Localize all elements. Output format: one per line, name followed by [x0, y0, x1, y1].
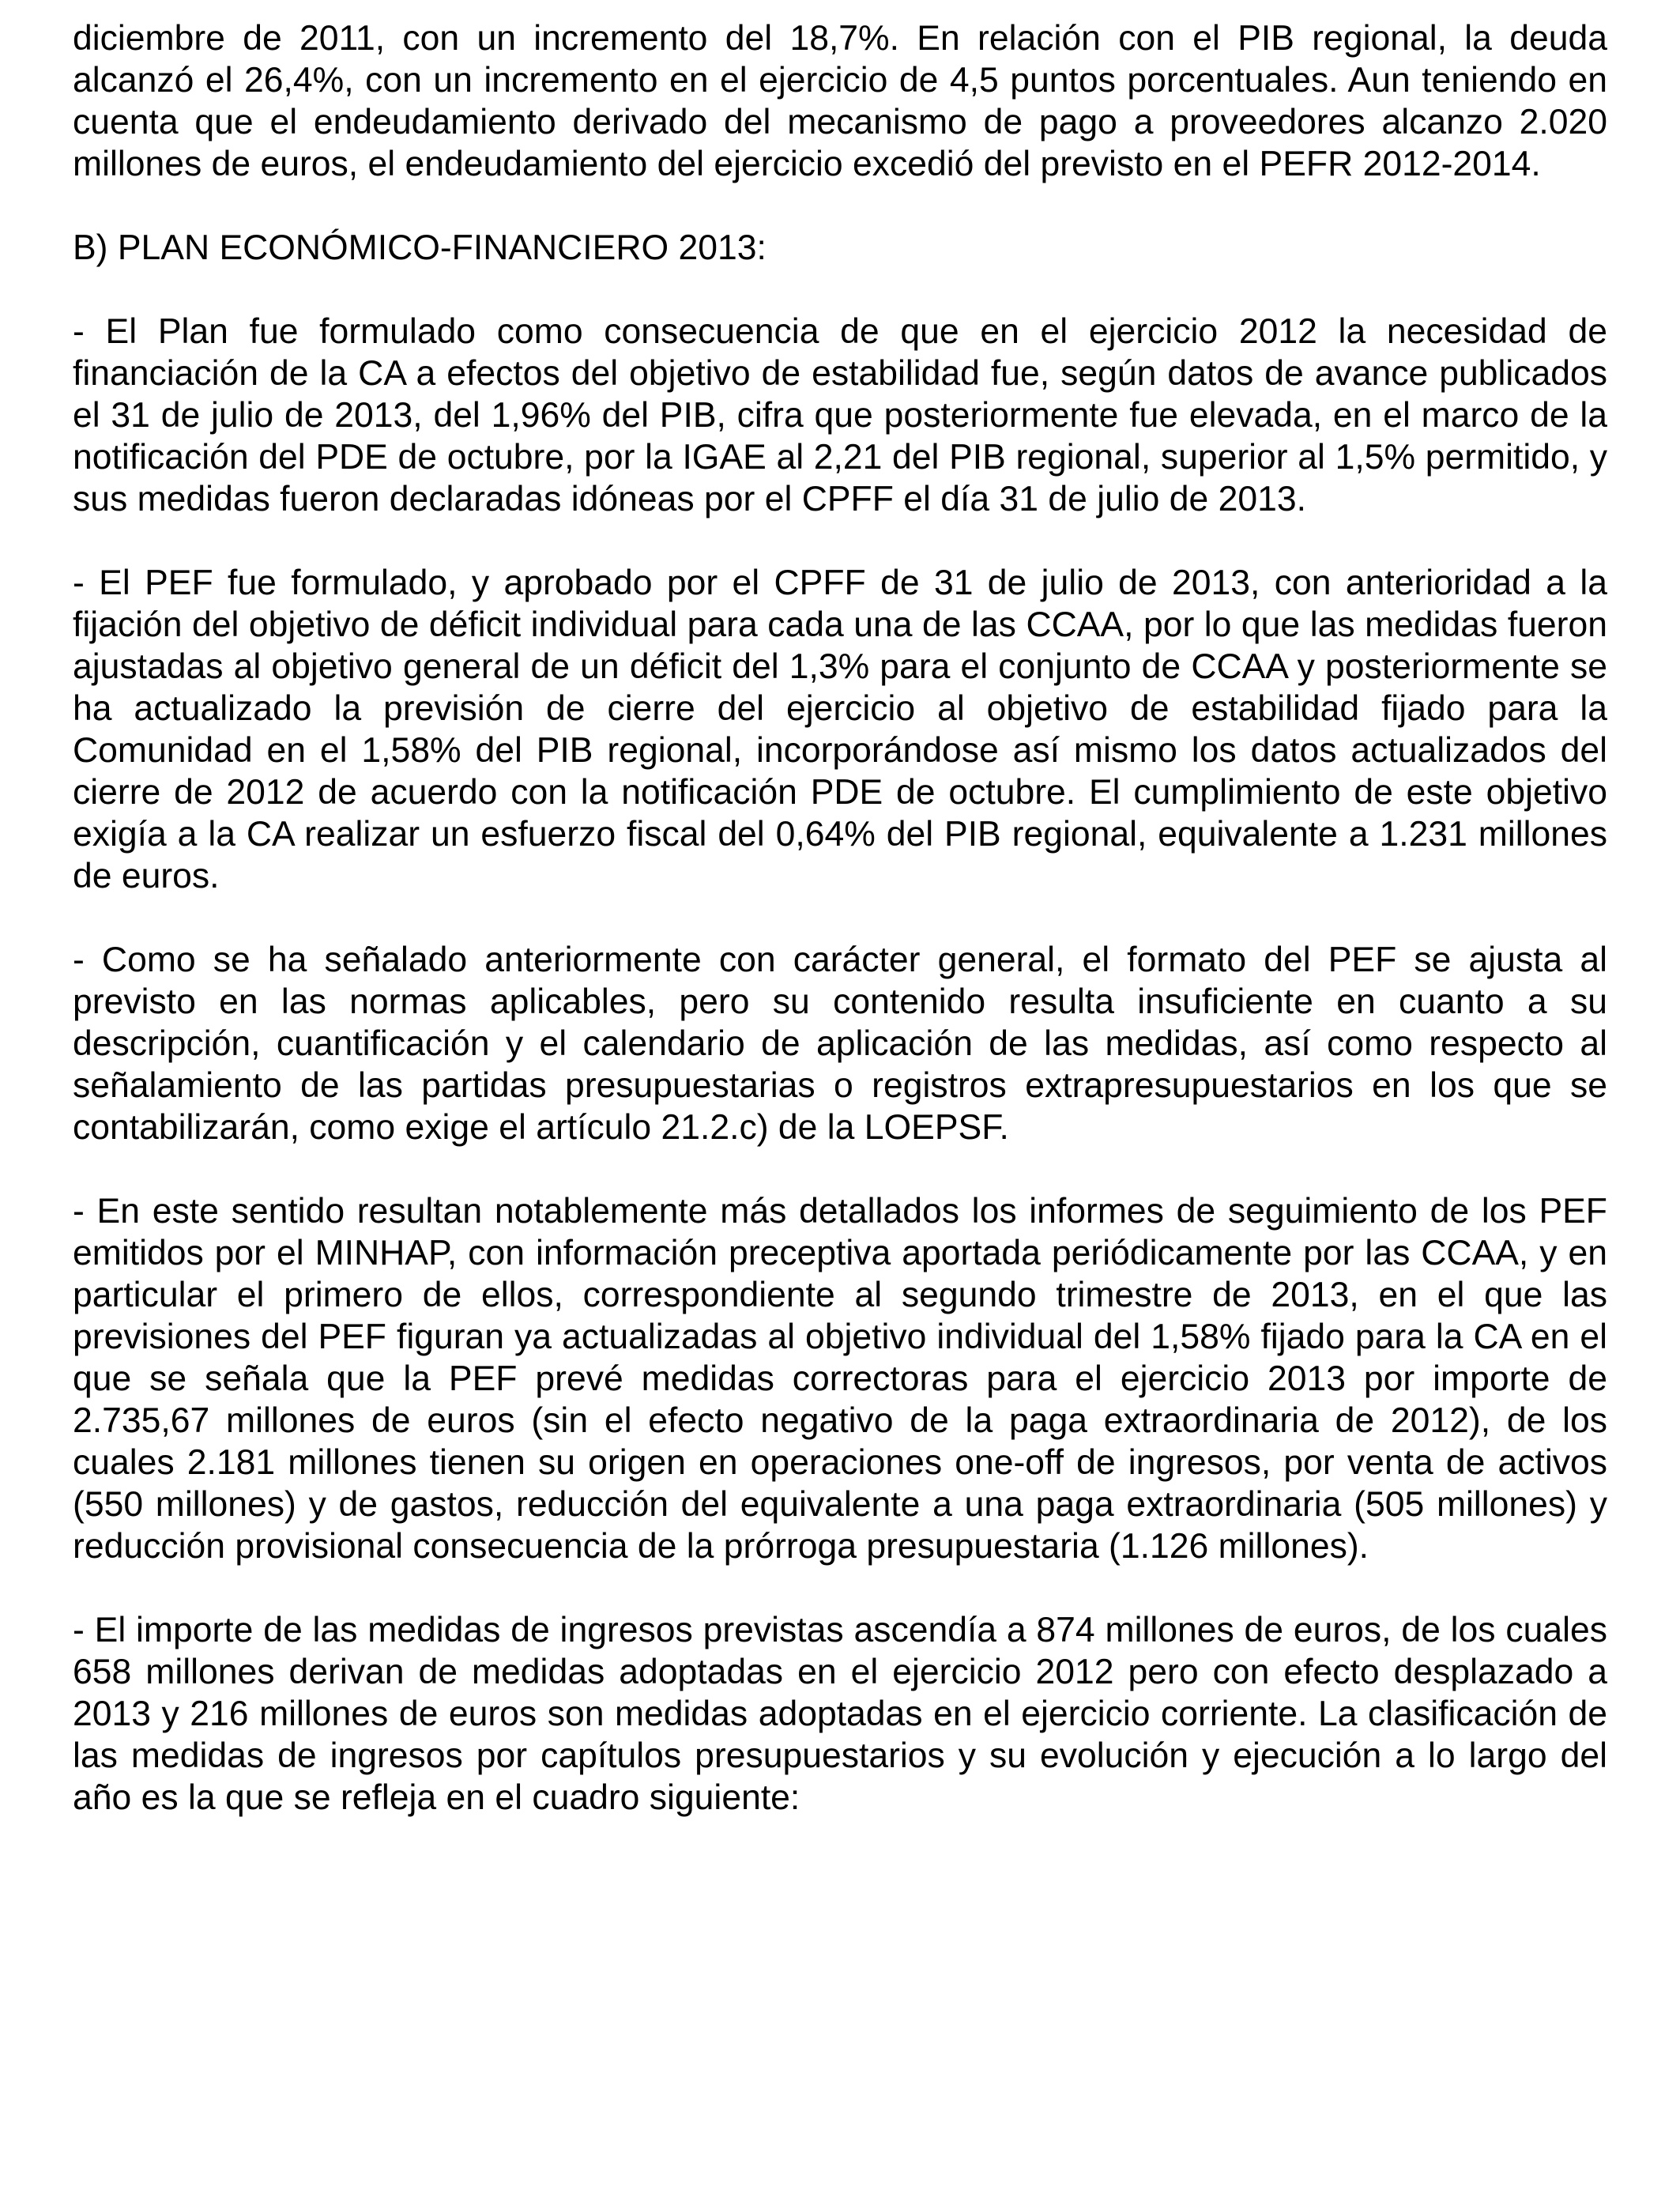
intro-paragraph: diciembre de 2011, con un incremento del 18,7%. En relación con el PIB regional, la deuda alcanzó el 26,4%, con un incremento en el ejercicio de 4,5 puntos porcentuales. Aun teniendo en cuenta que el endeudamiento derivado del mecanismo de pago a proveedores alcanzo 2.020 millones de euros, el endeudamiento del ejercicio excedió del previsto en el PEFR 2012-2014.	[73, 19, 1607, 183]
document-page	[73, 17, 1607, 1860]
paragraph-plan-formulado: - El Plan fue formulado como consecuencia de que en el ejercicio 2012 la necesidad de financiación de la CA a efectos del objetivo de estabilidad fue, según datos de avance publicados el 31 de julio de 2013, del 1,96% del PIB, cifra que posteriormente fue elevada, en el marco de la notificación del PDE de octubre, por la IGAE al 2,21 del PIB regional, superior al 1,5% permitido, y sus medidas fueron declaradas idóneas por el CPFF el día 31 de julio de 2013.	[73, 312, 1607, 518]
paragraph-informes-seguimiento: - En este sentido resultan notablemente más detallados los informes de seguimiento de los PEF emitidos por el MINHAP, con información preceptiva aportada periódicamente por las CCAA, y en particular el primero de ellos, correspondiente al segundo trimestre de 2013, en el que las previsiones del PEF figuran ya actualizadas al objetivo individual del 1,58% fijado para la CA en el que se señala que la PEF prevé medidas correctoras para el ejercicio 2013 por importe de 2.735,67 millones de euros (sin el efecto negativo de la paga extraordinaria de 2012), de los cuales 2.181 millones tienen su origen en operaciones one-off de ingresos, por venta de activos (550 millones) y de gastos, reducción del equivalente a una paga extraordinaria (505 millones) y reducción provisional consecuencia de la prórroga presupuestaria (1.126 millones).	[73, 1192, 1607, 1566]
paragraph-medidas-ingresos: - El importe de las medidas de ingresos previstas ascendía a 874 millones de euros, de los cuales 658 millones derivan de medidas adoptadas en el ejercicio 2012 pero con efecto desplazado a 2013 y 216 millones de euros son medidas adoptadas en el ejercicio corriente. La clasificación de las medidas de ingresos por capítulos presupuestarios y su evolución y ejecución a lo largo del año es la que se refleja en el cuadro siguiente:	[73, 1611, 1607, 1817]
section-heading: B) PLAN ECONÓMICO-FINANCIERO 2013:	[73, 228, 767, 267]
paragraph-pef-aprobado: - El PEF fue formulado, y aprobado por el CPFF de 31 de julio de 2013, con anterioridad a la fijación del objetivo de déficit individual para cada una de las CCAA, por lo que las medidas fueron ajustadas al objetivo general de un déficit del 1,3% para el conjunto de CCAA y posteriormente se ha actualizado la previsión de cierre del ejercicio al objetivo de estabilidad fijado para la Comunidad en el 1,58% del PIB regional, incorporándose así mismo los datos actualizados del cierre de 2012 de acuerdo con la notificación PDE de octubre. El cumplimiento de este objetivo exigía a la CA realizar un esfuerzo fiscal del 0,64% del PIB regional, equivalente a 1.231 millones de euros.	[73, 564, 1607, 895]
paragraph-formato-pef: - Como se ha señalado anteriormente con carácter general, el formato del PEF se ajusta al previsto en las normas aplicables, pero su contenido resulta insuficiente en cuanto a su descripción, cuantificación y el calendario de aplicación de las medidas, así como respecto al señalamiento de las partidas presupuestarias o registros extrapresupuestarios en los que se contabilizarán, como exige el artículo 21.2.c) de la LOEPSF.	[73, 941, 1607, 1147]
